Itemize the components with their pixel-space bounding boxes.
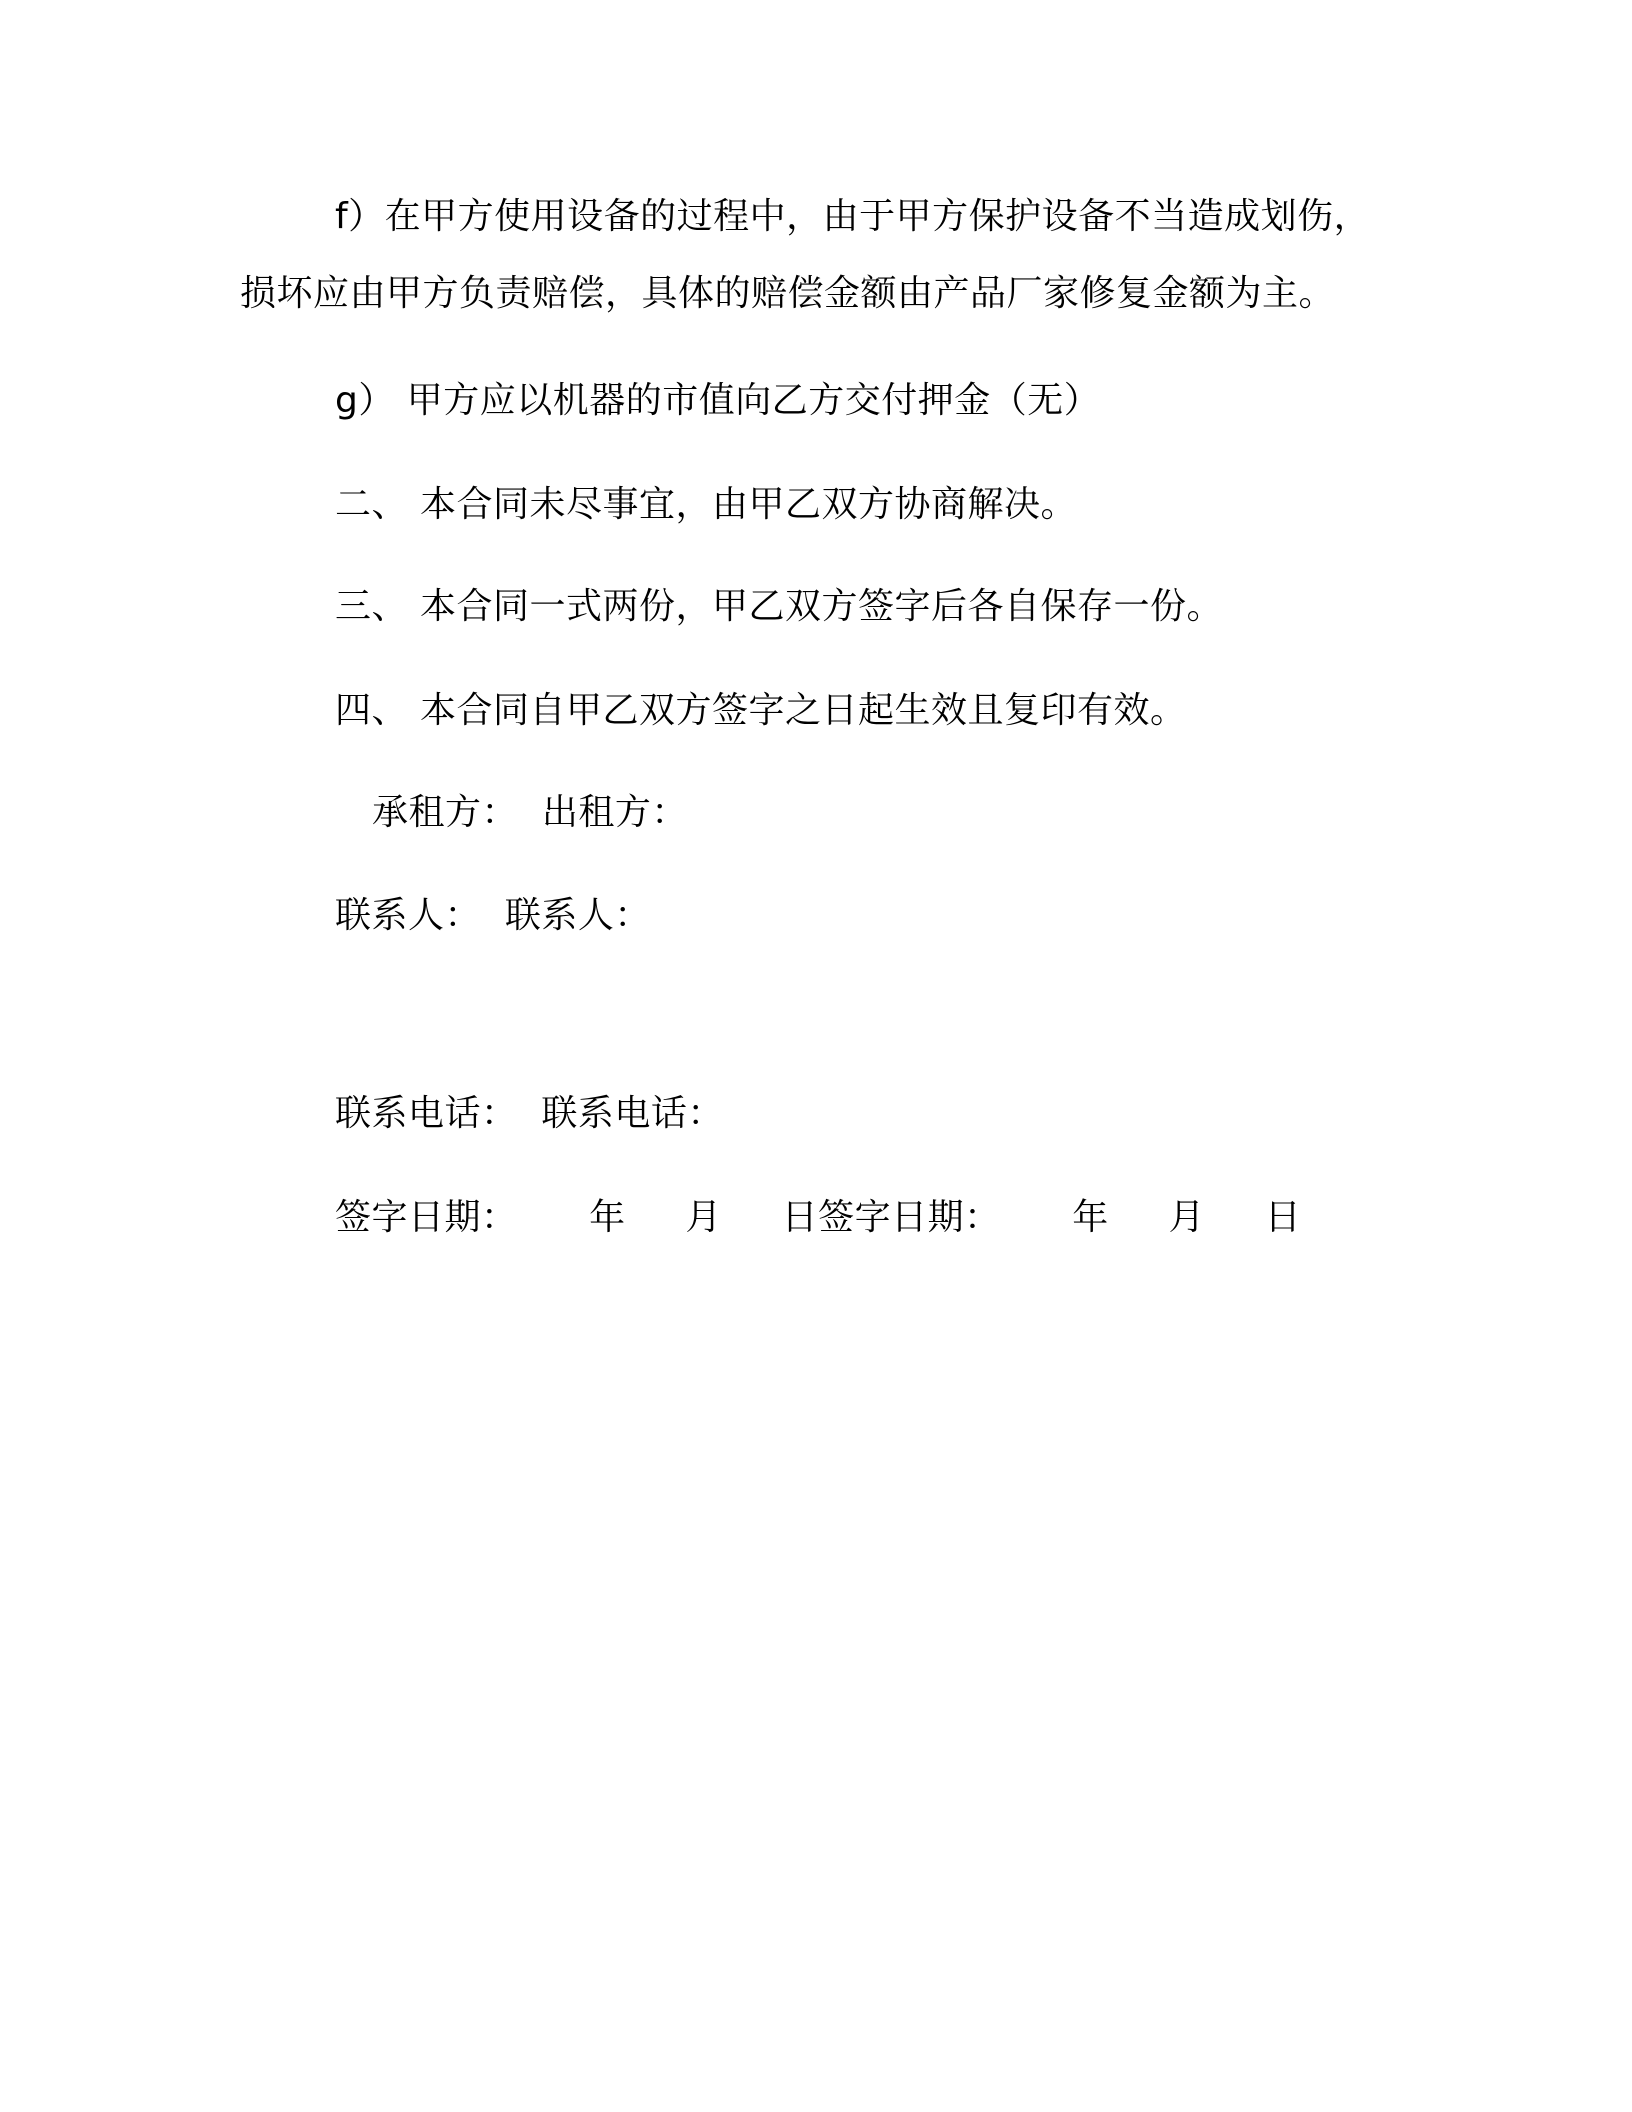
signature-date-line: 签字日期： 年 月 日签字日期： 年 月 日 (335, 1197, 1302, 1238)
contact-person-line: 联系人： 联系人： (335, 895, 651, 936)
clause-f-line-1: f）在甲方使用设备的过程中，由于甲方保护设备不当造成划伤， (335, 196, 1371, 237)
clause-two: 二、 本合同未尽事宜，由甲乙双方协商解决。 (335, 484, 1077, 525)
clause-four: 四、 本合同自甲乙双方签字之日起生效且复印有效。 (335, 690, 1187, 731)
clause-f-line-2: 损坏应由甲方负责赔偿，具体的赔偿金额由产品厂家修复金额为主。 (240, 273, 1336, 314)
clause-three: 三、 本合同一式两份，甲乙双方签字后各自保存一份。 (335, 586, 1223, 627)
clause-g: g） 甲方应以机器的市值向乙方交付押金（无） (335, 380, 1101, 421)
contact-phone-line: 联系电话： 联系电话： (335, 1093, 724, 1134)
parties-line: 承租方： 出租方： (372, 792, 688, 833)
